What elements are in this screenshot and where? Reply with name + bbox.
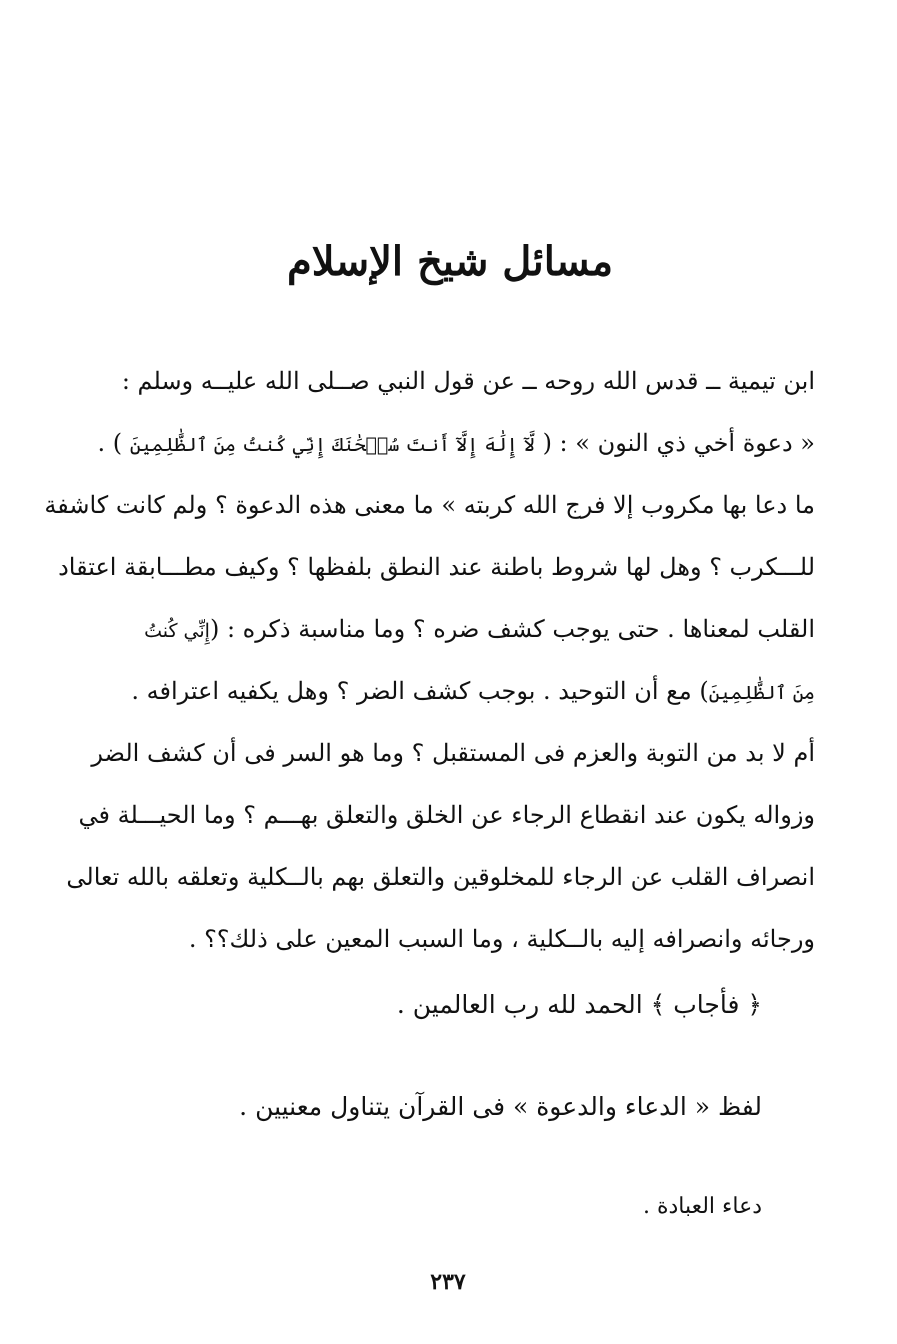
question-text — [44, 350, 815, 970]
quran-verse-fragment: مِنَ ٱلظَّٰلِمِينَ — [708, 682, 815, 704]
line-1: ابن تيمية ــ قدس الله روحه ــ عن قول النبي صــلى الله عليــه وسلم : — [121, 367, 815, 395]
text-line — [80, 598, 815, 660]
line-6: ) مع أن التوحيد . بوجب كشف الضر ؟ وهل يكفيه اعترافه . — [131, 677, 709, 705]
text-line — [66, 846, 815, 908]
text-line — [80, 350, 815, 412]
text-line — [80, 908, 815, 970]
line-3: ما دعا بها مكروب إلا فرج الله كربته » ما معنى هذه الدعوة ؟ ولم كانت كاشفة — [44, 491, 815, 519]
list-item: دعاء العبادة . — [642, 1194, 762, 1219]
text-line — [58, 536, 815, 598]
text-line — [80, 660, 815, 722]
line-8: وزواله يكون عند انقطاع الرجاء عن الخلق والتعلق بهـــم ؟ وما الحيـــلة في — [78, 801, 815, 829]
chapter-heading: مسائل شيخ الإسلام — [286, 238, 614, 285]
line-2: « دعوة أخي ذي النون » : ( — [542, 429, 815, 457]
line-4: للـــكرب ؟ وهل لها شروط باطنة عند النطق بلفظها ؟ وكيف مطـــابقة اعتقاد — [58, 553, 815, 581]
paragraph-line: لفظ « الدعاء والدعوة » فى القرآن يتناول معنيين . — [239, 1092, 762, 1121]
answer-line: ﴿ فأجاب ﴾ الحمد لله رب العالمين . — [396, 990, 762, 1019]
page-number: ٢٣٧ — [430, 1269, 466, 1295]
line-7: أم لا بد من التوبة والعزم فى المستقبل ؟ وما هو السر فى أن كشف الضر — [91, 739, 815, 767]
text-line — [80, 412, 815, 474]
text-line — [80, 722, 815, 784]
verse-close: ) . — [97, 429, 123, 457]
quran-verse: لَّآ إِلَٰهَ إِلَّآ أَنتَ سُبۡحَٰنَكَ إِنِّي كُنتُ مِنَ ٱلظَّٰلِمِينَ — [129, 434, 535, 456]
quran-verse-fragment: إِنِّي كُنتُ — [144, 620, 210, 642]
line-9: انصراف القلب عن الرجاء للمخلوقين والتعلق بهم بالــكلية وتعلقه بالله تعالى — [66, 863, 815, 891]
line-5: القلب لمعناها . حتى يوجب كشف ضره ؟ وما مناسبة ذكره : ( — [209, 615, 815, 643]
text-line — [44, 474, 815, 536]
line-10: ورجائه وانصرافه إليه بالــكلية ، وما السبب المعين على ذلك؟؟ . — [188, 925, 815, 953]
text-line — [80, 784, 815, 846]
